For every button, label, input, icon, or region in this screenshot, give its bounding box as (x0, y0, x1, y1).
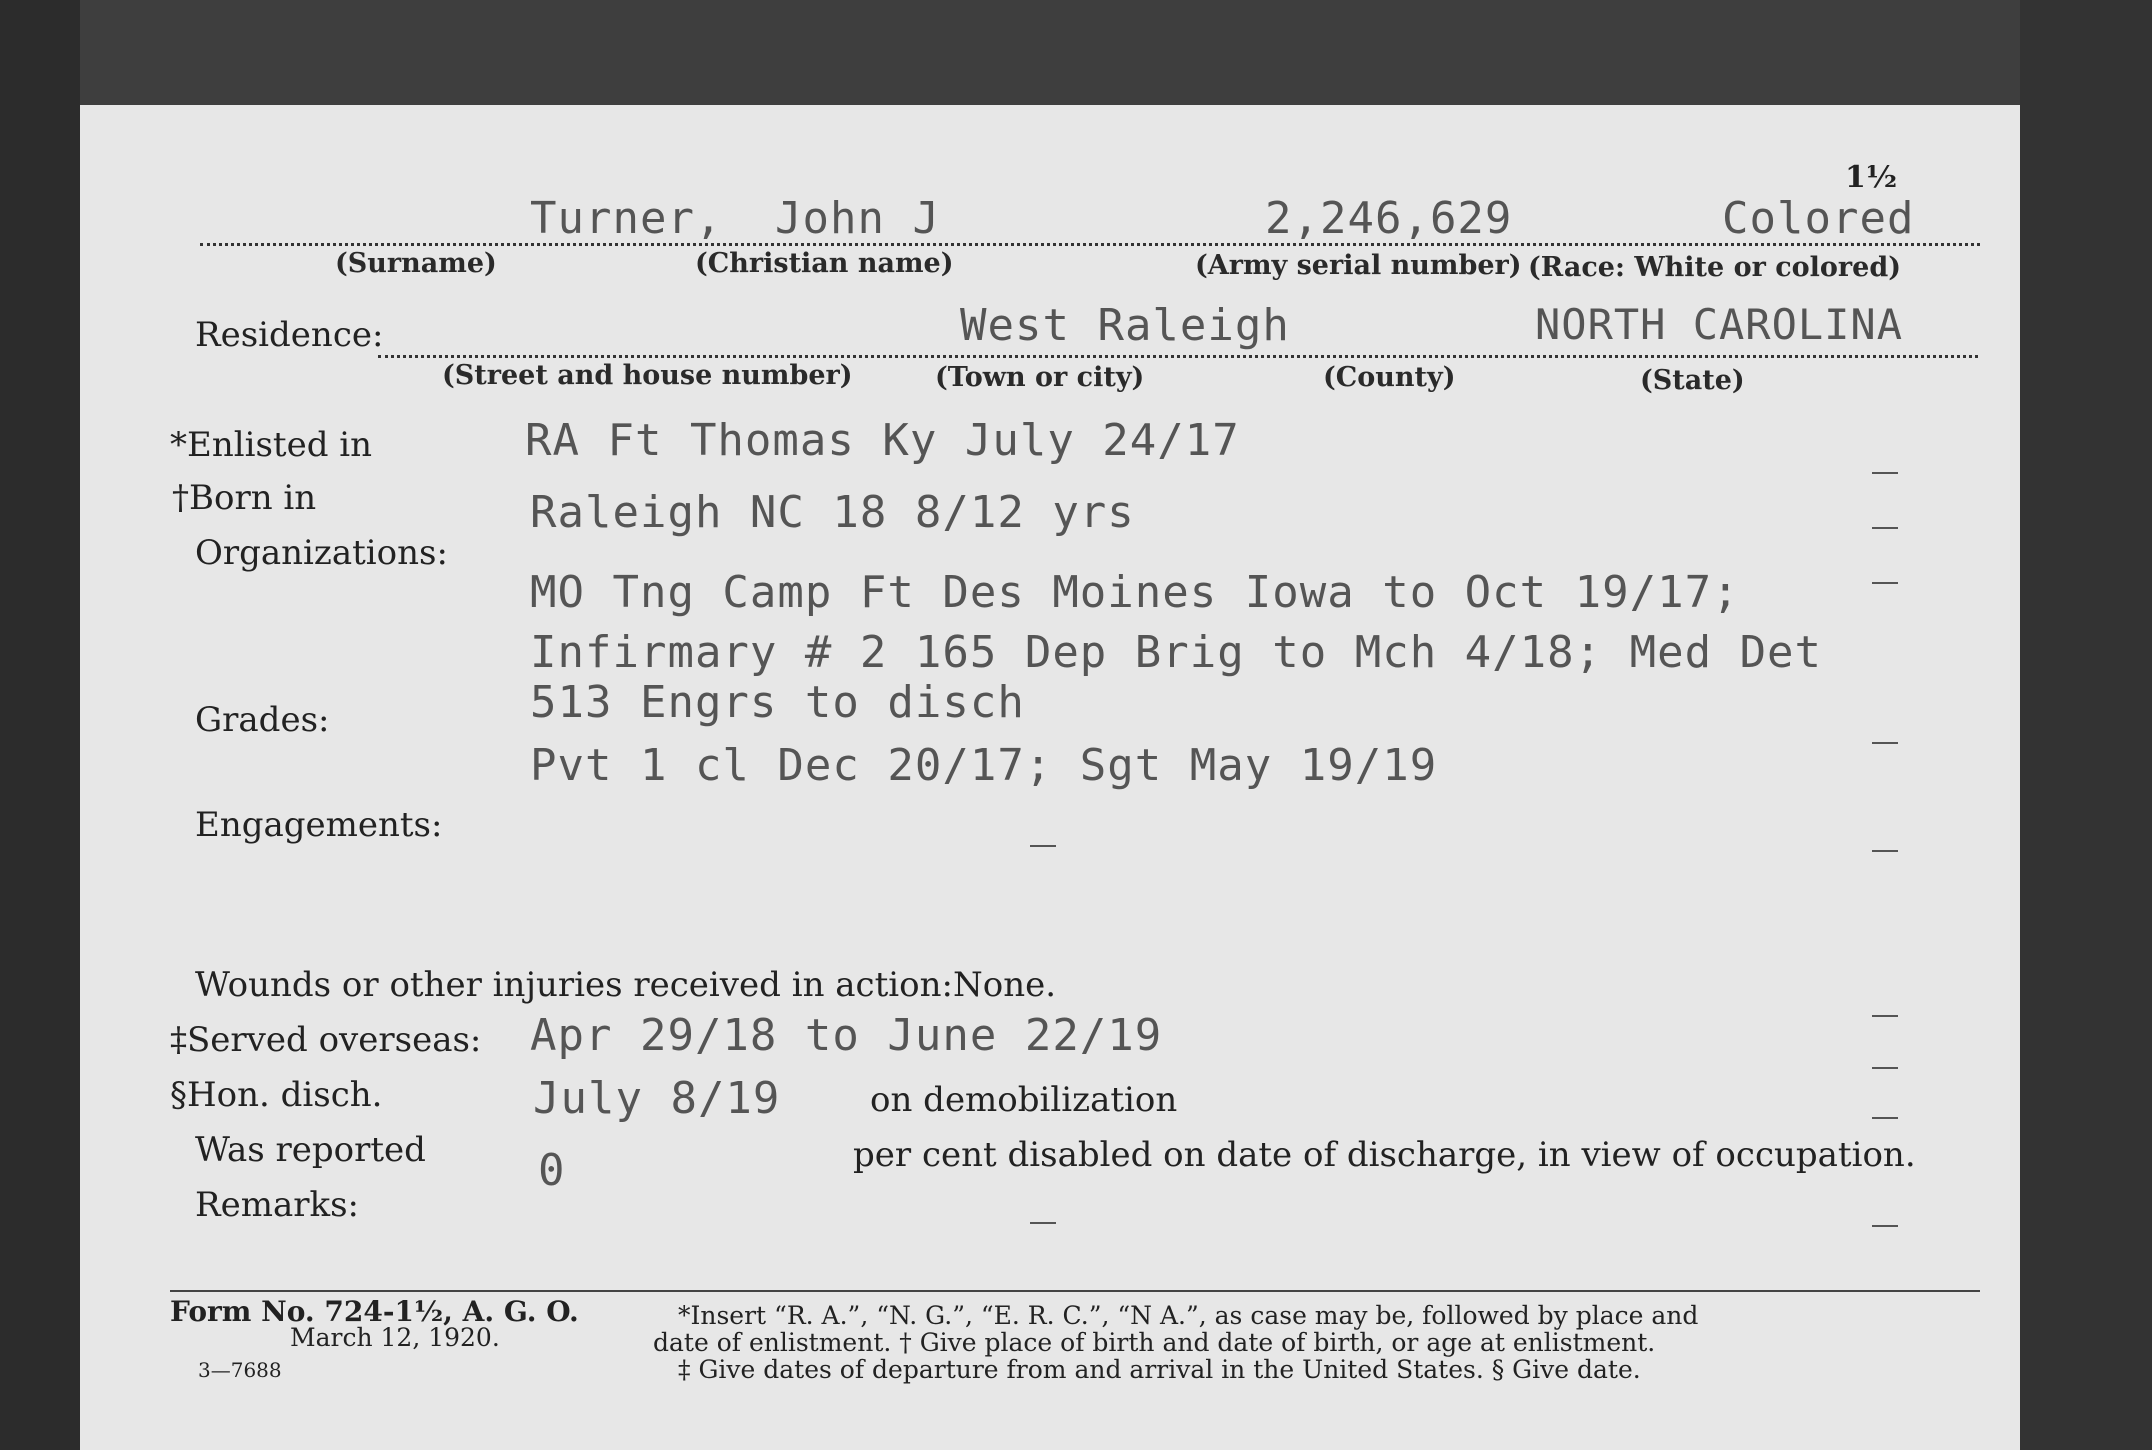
footnote-line-2: date of enlistment. † Give place of birth and date of birth, or age at enlistment. (653, 1328, 1656, 1357)
wounds-value: None. (953, 965, 1057, 1005)
margin-dash (1030, 845, 1056, 847)
margin-dash (1872, 472, 1898, 474)
remarks-label: Remarks: (195, 1185, 359, 1225)
margin-dash (1872, 1015, 1898, 1017)
street-caption: (Street and house number) (442, 360, 853, 391)
organizations-line-2: Infirmary # 2 165 Dep Brig to Mch 4/18; Med Det (530, 627, 1823, 678)
footnote-line-1: *Insert “R. A.”, “N. G.”, “E. R. C.”, “N A.”, as case may be, followed by place and (678, 1301, 1699, 1330)
footer-rule (170, 1290, 1980, 1292)
race-value: Colored (1722, 193, 1915, 244)
form-date: March 12, 1920. (290, 1323, 500, 1352)
enlisted-value: RA Ft Thomas Ky July 24/17 (525, 415, 1240, 466)
residence-state-value: NORTH CAROLINA (1535, 300, 1904, 349)
county-caption: (County) (1323, 362, 1456, 393)
scan-background-left (0, 0, 80, 1450)
margin-dash (1872, 850, 1898, 852)
margin-dash (1872, 1067, 1898, 1069)
serial-number-value: 2,246,629 (1265, 193, 1513, 244)
hon-disch-date: July 8/19 (533, 1073, 781, 1124)
wounds-label: Wounds or other injuries received in action: (195, 965, 953, 1005)
margin-dash (1872, 527, 1898, 529)
organizations-line-3: 513 Engrs to disch (530, 677, 1025, 728)
enlisted-label: *Enlisted in (170, 425, 373, 465)
margin-dash (1872, 1117, 1898, 1119)
state-caption: (State) (1640, 365, 1745, 396)
hon-disch-text: on demobilization (870, 1080, 1178, 1120)
born-value: Raleigh NC 18 8/12 yrs (530, 487, 1135, 538)
surname-value: Turner, (530, 193, 723, 244)
serial-caption: (Army serial number) (1195, 250, 1522, 281)
margin-dash (1872, 582, 1898, 584)
footnote-line-3: ‡ Give dates of departure from and arrival in the United States. § Give date. (678, 1355, 1641, 1384)
margin-dash (1030, 1222, 1056, 1224)
margin-dash (1872, 742, 1898, 744)
print-code: 3—7688 (198, 1358, 282, 1382)
hon-disch-label: §Hon. disch. (170, 1075, 383, 1115)
organizations-line-1: MO Tng Camp Ft Des Moines Iowa to Oct 19/17; (530, 567, 1740, 618)
christian-name-value: John J (775, 193, 940, 244)
header-dotted-line (200, 243, 1980, 246)
reported-text: per cent disabled on date of discharge, in view of occupation. (853, 1135, 1916, 1175)
grades-value: Pvt 1 cl Dec 20/17; Sgt May 19/19 (530, 740, 1438, 791)
card-fraction: 1½ (1845, 160, 1898, 195)
town-caption: (Town or city) (935, 362, 1145, 393)
served-overseas-value: Apr 29/18 to June 22/19 (530, 1010, 1163, 1061)
served-overseas-label: ‡Served overseas: (170, 1020, 482, 1060)
christian-name-caption: (Christian name) (695, 248, 954, 279)
surname-caption: (Surname) (335, 248, 497, 279)
form-number: Form No. 724-1½, A. G. O. (170, 1295, 579, 1328)
reported-percent-value: 0 (538, 1145, 566, 1196)
service-record-card (80, 105, 2020, 1450)
scan-background-right (2020, 0, 2152, 1450)
residence-dotted-line (378, 355, 1978, 358)
scan-background-top (80, 0, 2020, 105)
was-reported-label: Was reported (195, 1130, 426, 1170)
engagements-label: Engagements: (195, 805, 443, 845)
residence-label: Residence: (195, 315, 384, 355)
organizations-label: Organizations: (195, 533, 448, 573)
born-label: †Born in (172, 478, 317, 518)
margin-dash (1872, 1225, 1898, 1227)
grades-label: Grades: (195, 700, 330, 740)
race-caption: (Race: White or colored) (1528, 252, 1901, 283)
residence-town-value: West Raleigh (960, 300, 1290, 351)
